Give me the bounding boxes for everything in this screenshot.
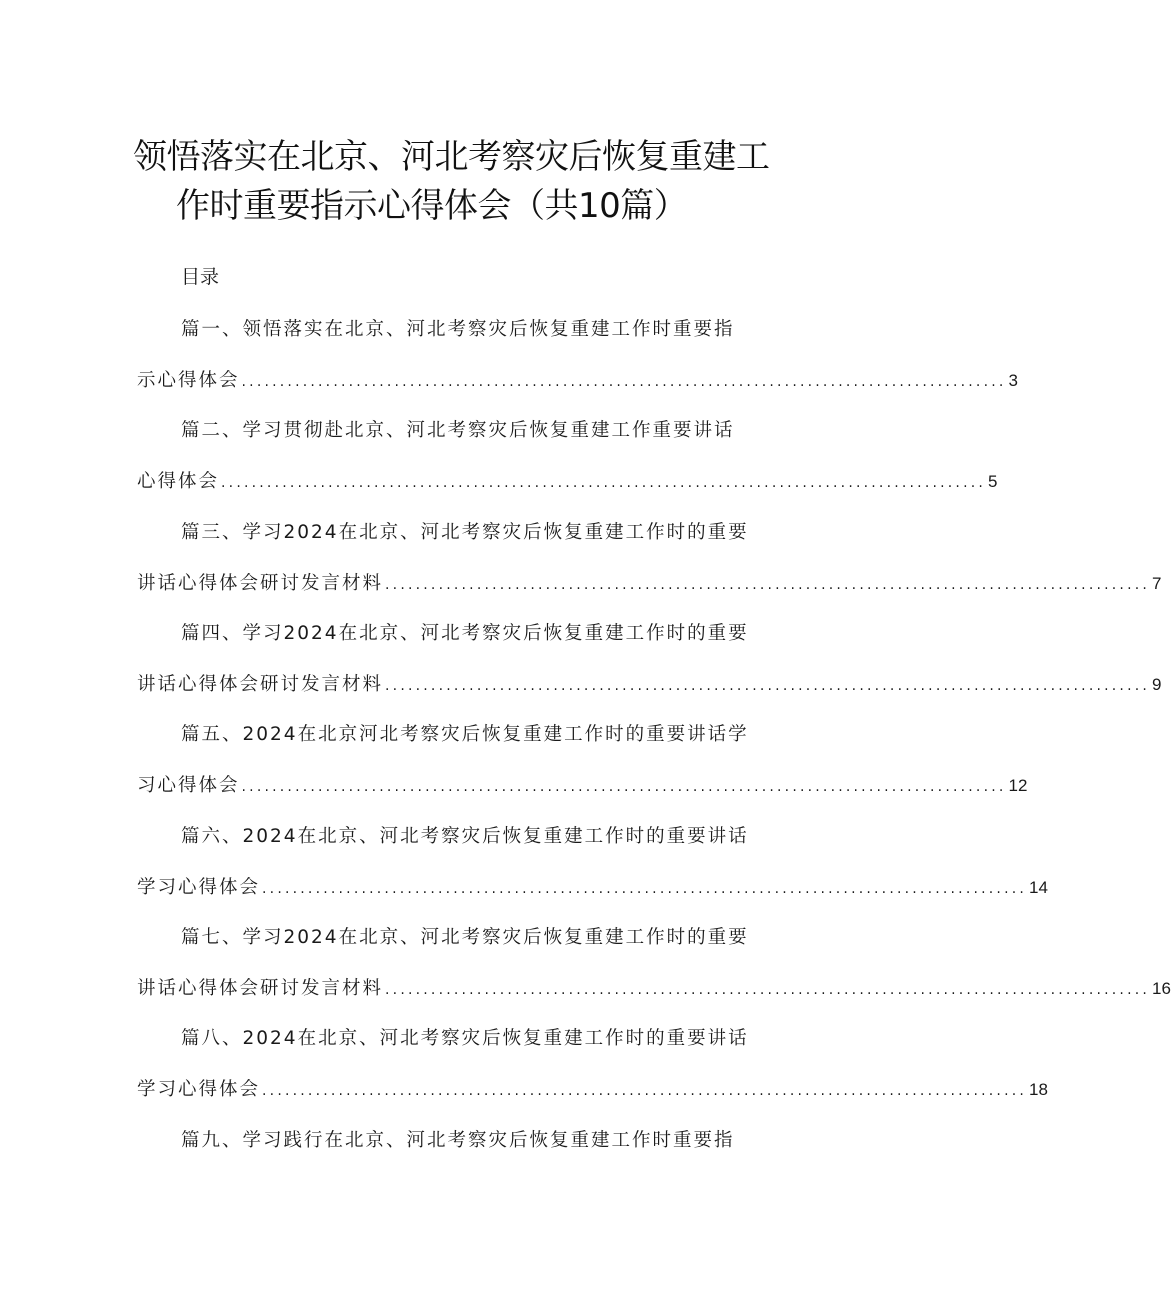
toc-entry-7-title[interactable]: 篇七、学习2024在北京、河北考察灾后恢复重建工作时的重要 xyxy=(181,927,749,948)
toc-entry-3-title[interactable]: 篇三、学习2024在北京、河北考察灾后恢复重建工作时的重要 xyxy=(181,522,749,543)
toc-entry-7-continuation[interactable] xyxy=(137,976,1171,1002)
toc-entry-5-continuation[interactable] xyxy=(137,773,1028,799)
toc-entry-6-continuation[interactable] xyxy=(137,875,1048,901)
toc-entry-9-title[interactable]: 篇九、学习践行在北京、河北考察灾后恢复重建工作时重要指 xyxy=(181,1130,735,1151)
toc-entry-5-title[interactable]: 篇五、2024在北京河北考察灾后恢复重建工作时的重要讲话学 xyxy=(181,724,749,745)
toc-entry-3-page: 7 xyxy=(1152,574,1162,593)
toc-entry-7-page: 16 xyxy=(1152,979,1171,998)
toc-entry-4-continuation[interactable] xyxy=(137,672,1162,698)
toc-heading: 目录 xyxy=(181,266,220,288)
toc-entry-6-page: 14 xyxy=(1029,878,1048,897)
toc-entry-1-page: 3 xyxy=(1008,371,1019,390)
toc-entry-2-title[interactable]: 篇二、学习贯彻赴北京、河北考察灾后恢复重建工作重要讲话 xyxy=(181,420,735,441)
document-title-line-1: 领悟落实在北京、河北考察灾后恢复重建工 xyxy=(133,137,770,177)
toc-entry-8-page: 18 xyxy=(1029,1080,1048,1099)
toc-entry-8-title-end: 学习心得体会 xyxy=(137,1079,261,1100)
toc-entry-4-page: 9 xyxy=(1152,675,1162,694)
toc-entry-2-title-end: 心得体会 xyxy=(137,471,220,492)
leader-dots: .................................................................................................... xyxy=(385,678,1151,694)
leader-dots: .................................................................................................... xyxy=(221,475,987,491)
toc-entry-5-page: 12 xyxy=(1008,776,1028,795)
toc-entry-1-title-end: 示心得体会 xyxy=(137,370,240,391)
toc-entry-3-title-end: 讲话心得体会研讨发言材料 xyxy=(137,573,384,594)
toc-entry-3-continuation[interactable] xyxy=(137,571,1162,597)
leader-dots: .................................................................................................... xyxy=(241,779,1007,795)
leader-dots: .................................................................................................... xyxy=(241,374,1007,390)
toc-entry-5-title-end: 习心得体会 xyxy=(137,775,240,796)
leader-dots: .................................................................................................... xyxy=(262,881,1028,897)
toc-entry-1-continuation[interactable] xyxy=(137,368,1019,394)
toc-entry-1-title[interactable]: 篇一、领悟落实在北京、河北考察灾后恢复重建工作时重要指 xyxy=(181,319,735,340)
toc-entry-6-title-end: 学习心得体会 xyxy=(137,877,261,898)
leader-dots: .................................................................................................... xyxy=(385,982,1151,998)
leader-dots: .................................................................................................... xyxy=(262,1083,1028,1099)
toc-entry-4-title-end: 讲话心得体会研讨发言材料 xyxy=(137,674,384,695)
toc-entry-2-page: 5 xyxy=(988,472,998,491)
toc-entry-7-title-end: 讲话心得体会研讨发言材料 xyxy=(137,978,384,999)
toc-entry-8-continuation[interactable] xyxy=(137,1077,1048,1103)
document-title-line-2: 作时重要指示心得体会（共10篇） xyxy=(176,186,688,226)
leader-dots: .................................................................................................... xyxy=(385,577,1151,593)
toc-entry-6-title[interactable]: 篇六、2024在北京、河北考察灾后恢复重建工作时的重要讲话 xyxy=(181,826,749,847)
toc-entry-8-title[interactable]: 篇八、2024在北京、河北考察灾后恢复重建工作时的重要讲话 xyxy=(181,1028,749,1049)
toc-entry-4-title[interactable]: 篇四、学习2024在北京、河北考察灾后恢复重建工作时的重要 xyxy=(181,623,749,644)
toc-entry-2-continuation[interactable] xyxy=(137,469,998,495)
